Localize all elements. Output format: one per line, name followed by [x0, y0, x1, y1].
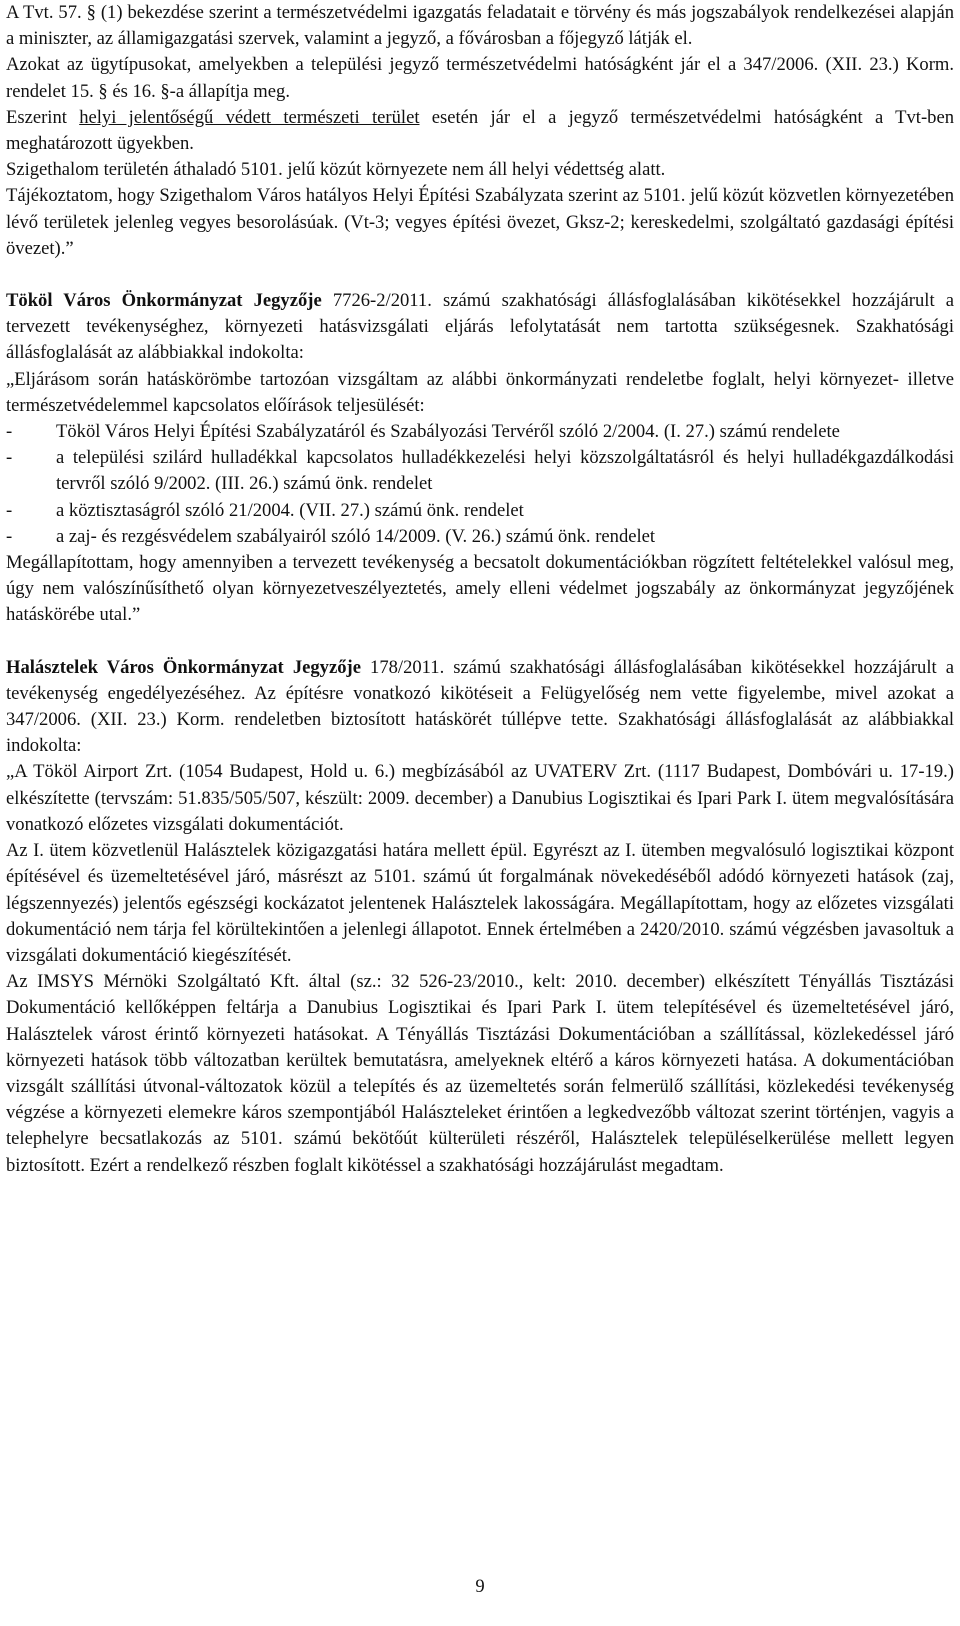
- paragraph-eljarasom: „Eljárásom során hatáskörömbe tartozóan vizsgáltam az alábbi önkormányzati rendeletbe foglalt, helyi környezet- illetve természetvédelemmel kapcsolatos előírások teljesülését:: [6, 368, 954, 416]
- halasztelek-jegyzo-heading: Halásztelek Város Önkormányzat Jegyzője: [6, 656, 361, 678]
- list-item-text: Tököl Város Helyi Építési Szabályzatáról és Szabályozási Tervéről szóló 2/2004. (I. 27.) számú rendelete: [56, 421, 840, 443]
- list-item: [6, 524, 954, 550]
- paragraph-eszerint: [6, 105, 954, 157]
- list-item: [6, 498, 954, 524]
- regulation-list: [6, 419, 954, 550]
- paragraph-megallapitottam: Megállapítottam, hogy amennyiben a tervezett tevékenység a becsatolt dokumentációkban rögzített feltételekkel valósul meg, úgy nem valószínűsíthető olyan környezetveszélyeztetés, amely elleni védelmet jogszabály az önkormányzat jegyzőjének hatáskörébe utal.”: [6, 552, 954, 626]
- paragraph-tvt-57: A Tvt. 57. § (1) bekezdése szerint a természetvédelmi igazgatás feladatait e törvény és más jogszabályok rendelkezései alapján a miniszter, az államigazgatási szervek, valamint a jegyző, a fővárosban a főjegyző látják el.: [6, 2, 954, 50]
- list-item-text: a települési szilárd hulladékkal kapcsolatos hulladékkezelési helyi közszolgáltatásról és helyi hulladékgazdálkodási tervről szóló 9/2002. (III. 26.) számú önk. rendelet: [56, 447, 954, 495]
- paragraph-tajekoztatom: Tájékoztatom, hogy Szigethalom Város hatályos Helyi Építési Szabályzata szerint az 5101. jelű közút közvetlen környezetében lévő területek jelenleg vegyes besorolásúak. (Vt-3; vegyes építési övezet, Gksz-2; kereskedelmi, szolgáltató gazdasági építési övezet).”: [6, 185, 954, 259]
- paragraph-eszerint-end: esetén jár el a jegyző természetvédelmi hatóságként a Tvt-ben meghatározott ügyekben.: [6, 106, 954, 155]
- list-dash: -: [6, 499, 13, 521]
- document-body: [6, 0, 954, 1179]
- list-item-text: a zaj- és rezgésvédelem szabályairól szóló 14/2009. (V. 26.) számú önk. rendelet: [56, 525, 656, 547]
- paragraph-halasztelek-jegyzo: [6, 655, 954, 760]
- paragraph-szigethalom: Szigethalom területén áthaladó 5101. jelű közút környezete nem áll helyi védettség alatt.: [6, 159, 666, 181]
- list-item: [6, 419, 954, 445]
- tokol-jegyzo-text: 7726-2/2011. számú szakhatósági állásfoglalásában kikötésekkel hozzájárult a tervezett tevékenységhez, környezeti hatásvizsgálati eljárás lefolytatását nem tartotta szükségesnek. Szakhatósági állásfoglalását az alábbiakkal indokolta:: [6, 290, 954, 364]
- paragraph-ugytipusok: Azokat az ügytípusokat, amelyekben a települési jegyző természetvédelmi hatóságként jár el a 347/2006. (XII. 23.) Korm. rendelet 15. § és 16. §-a állapítja meg.: [6, 54, 954, 102]
- list-item-text: a köztisztaságról szóló 21/2004. (VII. 27.) számú önk. rendelet: [56, 499, 524, 521]
- paragraph-tokol-airport: „A Tököl Airport Zrt. (1054 Budapest, Hold u. 6.) megbízásából az UVATERV Zrt. (1117 Budapest, Dombóvári u. 17-19.) elkészítette (tervszám: 51.835/505/507, készült: 2009. december) a Danubius Logisztikai és Ipari Park I. ütem megvalósítására vonatkozó előzetes vizsgálati dokumentációt.: [6, 761, 954, 835]
- paragraph-imsys: Az IMSYS Mérnöki Szolgáltató Kft. által (sz.: 32 526-23/2010., kelt: 2010. december) elkészített Tényállás Tisztázási Dokumentáció kellőképpen feltárja a Danubius Logisztikai és Ipari Park I. ütem telepítésével és üzemeltetésével járó, Halásztelek várost érintő környezeti hatásokat. A Tényállás Tisztázási Dokumentációban a szállítással, közlekedéssel járó környezeti hatások több változatban kerültek bemutatásra, amelyeknek eltérő a káros környezeti hatása. A dokumentációban vizsgált szállítási útvonal-változatok közül a telepítés és az üzemeltetés során felmerülő szállítási, közlekedési tevékenység végzése a környezeti elemekre káros szempontjából Halászteleket érintően a legkedvezőbb változat szerint történjen, vagyis a telephelyre becsatlakozás az 5101. számú bekötőút külterületi részéről, Halásztelek településelkerülése mellett legyen biztosított. Ezért a rendelkező részben foglalt kikötéssel a szakhatósági hozzájárulást megadtam.: [6, 971, 954, 1176]
- halasztelek-jegyzo-text: 178/2011. számú szakhatósági állásfoglalásában kikötésekkel hozzájárult a tevékenység engedélyezéséhez. Az építésre vonatkozó kikötéseit a Felügyelőség nem vette figyelembe, mivel azokat a 347/2006. (XII. 23.) Korm. rendeletben biztosított hatáskörét túllépve tette. Szakhatósági állásfoglalását az alábbiakkal indokolta:: [6, 656, 954, 757]
- paragraph-i-utem: Az I. ütem közvetlenül Halásztelek közigazgatási határa mellett épül. Egyrészt az I. ütemben megvalósuló logisztikai központ építésével és üzemeltetésével járó, másrészt az 5101. számú út forgalmának növekedéséből adódó környezeti hatások (zaj, légszennyezés) jelentős egészségi kockázatot jelentenek Halásztelek lakosságára. Megállapítottam, hogy az előzetes vizsgálati dokumentáció nem tárja fel körültekintően a jelenlegi állapotot. Ennek értelmében a 2420/2010. számú végzésben javasoltuk a vizsgálati dokumentáció kiegészítését.: [6, 840, 954, 966]
- list-item: [6, 445, 954, 497]
- list-dash: -: [6, 421, 13, 443]
- tokol-jegyzo-heading: Tököl Város Önkormányzat Jegyzője: [6, 290, 322, 312]
- list-dash: -: [6, 525, 13, 547]
- list-dash: -: [6, 447, 13, 469]
- page-number: 9: [475, 1576, 485, 1597]
- paragraph-tokol-jegyzo: [6, 288, 954, 367]
- paragraph-eszerint-start: Eszerint: [6, 106, 80, 128]
- underlined-term: helyi jelentőségű védett természeti terület: [79, 106, 420, 128]
